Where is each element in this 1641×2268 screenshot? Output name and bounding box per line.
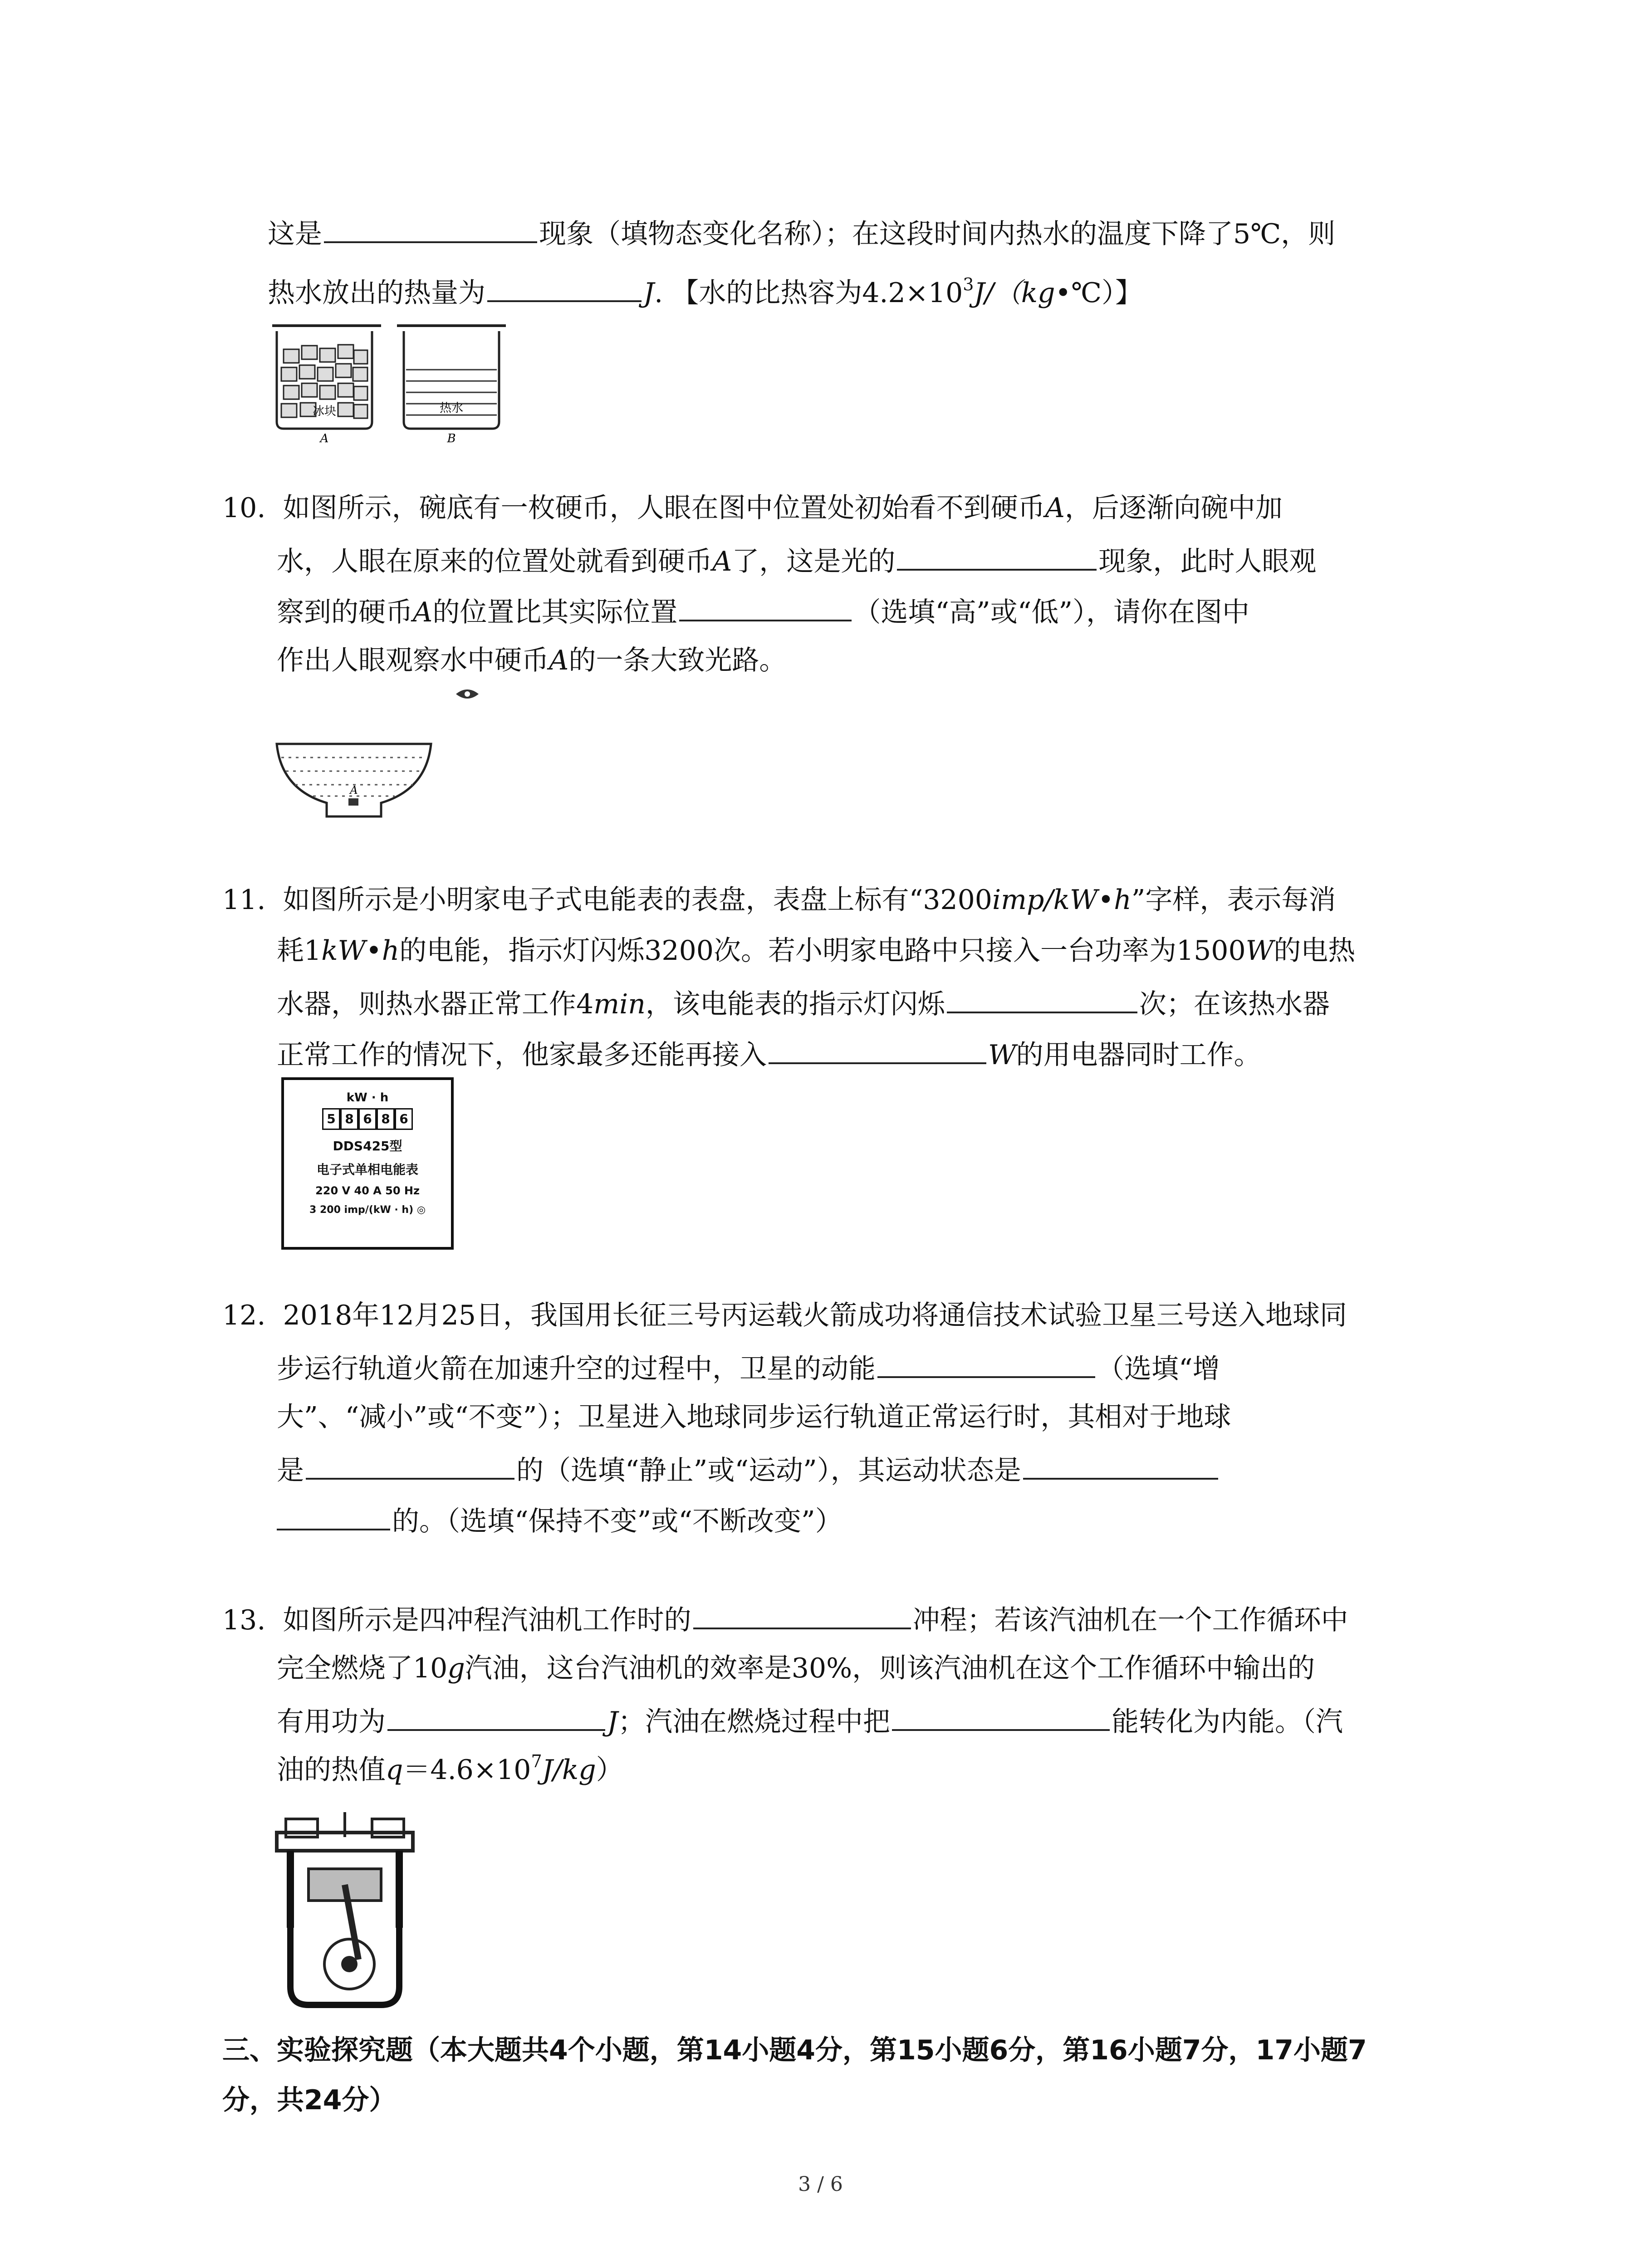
text: 汽油，这台汽油机的效率是30%，则该汽油机在这个工作循环中输出的 [465,1652,1315,1684]
answer-blank-q10-2[interactable] [679,591,852,621]
q10-line-4 [277,642,786,679]
q11-line-3 [277,983,1330,1022]
meter-digit: 5 [322,1108,340,1130]
meter-digits [284,1108,451,1130]
q12-line-2 [277,1348,1220,1387]
text: 正常工作的情况下，他家最多还能再接入 [277,1039,767,1071]
unit: J/kg [542,1754,596,1786]
q11-line-4 [277,1034,1261,1073]
q13-line-2 [277,1650,1315,1686]
q12-line-5 [277,1501,843,1540]
text: W [988,1039,1016,1071]
text: 分，共24分） [222,2084,397,2116]
text: g [447,1652,465,1684]
text: kW•h [321,935,400,967]
q13-line-1 [222,1599,1348,1638]
meter-digit: 8 [340,1108,358,1130]
q9-line-2 [268,272,1142,311]
exponent: 3 [963,274,974,294]
text: 热水放出的热量为 [268,277,485,309]
text: ；汽油在燃烧过程中把 [618,1706,891,1738]
text: 水器，则热水器正常工作4 [277,988,594,1020]
text: A [413,596,433,628]
energy-meter [281,1077,454,1250]
page-number: 3 / 6 [798,2173,843,2196]
text: min [593,988,646,1020]
text: 的一条大致光路。 [568,645,787,676]
q9-line-1 [268,213,1335,252]
question-number: 10. [222,492,266,524]
answer-blank-q9-2[interactable] [487,272,642,302]
indicator-lamp-icon: ◎ [416,1204,426,1216]
unit: J [643,277,655,309]
text: A [549,645,569,676]
bowl-figure [272,735,436,826]
question-number: 13. [222,1604,266,1636]
q10-line-1 [222,490,1283,526]
text: 有用功为 [277,1706,386,1738]
coin [348,798,358,806]
text: . 【水的比热容为4.2×10 [654,277,963,309]
meter-unit: kW · h [346,1091,389,1105]
text: 这是 [268,218,322,250]
text: 完全燃烧了10 [277,1652,448,1684]
text: 水，人眼在原来的位置处就看到硬币 [277,546,712,577]
ice-label: 冰块 [312,405,337,418]
text: 如图所示，碗底有一枚硬币，人眼在图中位置处初始看不到硬币 [283,492,1045,524]
text: ，该电能表的指示灯闪烁 [645,988,945,1020]
answer-blank-q13-2[interactable] [387,1701,605,1731]
exponent: 7 [531,1751,542,1771]
q13-line-4 [277,1752,623,1788]
answer-blank-q13-3[interactable] [892,1701,1110,1731]
fig-a-label: A [320,432,329,445]
text: 能转化为内能。（汽 [1112,1706,1343,1738]
text: J [607,1706,618,1738]
section-heading-cont [222,2082,397,2118]
text: 如图所示是四冲程汽油机工作时的 [283,1604,691,1636]
q12-line-4 [277,1450,1220,1489]
answer-blank-q10-1[interactable] [897,541,1097,571]
hot-water-label: 热水 [439,401,464,415]
answer-blank-q12-2[interactable] [306,1450,514,1480]
text: q [386,1754,403,1786]
meter-model: DDS425型 [333,1139,402,1154]
text: 如图所示是小明家电子式电能表的表盘，表盘上标有“3200 [283,884,992,916]
text: ＝4.6×10 [403,1754,531,1786]
text: （选填“增 [1097,1353,1220,1385]
question-number: 12. [222,1300,266,1331]
text: 大”、“减小”或“不变”）；卫星进入地球同步运行轨道正常运行时，其相对于地球 [277,1401,1231,1433]
answer-blank-q13-1[interactable] [693,1599,911,1629]
q11-line-1 [222,882,1336,918]
question-number: 11. [222,884,266,916]
text: 次；在该热水器 [1139,988,1330,1020]
answer-blank-q11-1[interactable] [947,983,1137,1013]
beakers-figure [259,318,513,445]
q12-line-3 [277,1399,1231,1435]
text: 作出人眼观察水中硬币 [277,645,549,676]
answer-blank-q12-3-cont[interactable] [277,1501,390,1530]
answer-blank-q9-1[interactable] [324,213,537,243]
text: 现象，此时人眼观 [1098,546,1317,577]
text: A [1045,492,1065,524]
meter-name: 电子式单相电能表 [316,1162,418,1177]
text: 油的热值 [277,1754,386,1786]
text: 现象（填物态变化名称）；在这段时间内热水的温度下降了5℃，则 [539,218,1336,250]
q10-line-2 [277,541,1316,580]
text: 的位置比其实际位置 [432,596,678,628]
text: ”字样，表示每消 [1131,884,1336,916]
text: ，后逐渐向碗中加 [1064,492,1283,524]
text: imp/kW•h [992,884,1132,916]
text: 的用电器同时工作。 [1016,1039,1261,1071]
coin-label: A [350,784,358,797]
engine-cylinder-figure [272,1810,417,2009]
eye-icon [454,685,481,708]
answer-blank-q11-2[interactable] [769,1034,986,1064]
text: 三、实验探究题（本大题共4个小题，第14小题4分，第15小题6分，第16小题7分，17小题7 [222,2034,1367,2066]
text: 的电能，指示灯闪烁3200次。若小明家电路中只接入一台功率为1500 [399,935,1246,967]
q10-line-3 [277,591,1249,631]
text: ） [596,1754,623,1786]
text: 步运行轨道火箭在加速升空的过程中，卫星的动能 [277,1353,876,1385]
meter-constant: 3 200 imp/(kW · h) [309,1204,414,1216]
text: 冲程；若该汽油机在一个工作循环中 [912,1604,1348,1636]
text: A [712,546,732,577]
text: （选填“高”或“低”），请你在图中 [853,596,1250,628]
text: 2018年12月25日，我国用长征三号丙运载火箭成功将通信技术试验卫星三号送入地球同 [283,1300,1347,1331]
unit: kg [1021,277,1055,309]
meter-digit: 6 [358,1108,377,1130]
text: •℃）】 [1055,277,1142,309]
text: 是 [277,1455,304,1486]
text: 的（选填“静止”或“运动”），其运动状态是 [516,1455,1021,1486]
q12-line-1 [222,1297,1347,1334]
meter-rating: 220 V 40 A 50 Hz [315,1184,420,1197]
meter-digit: 8 [377,1108,395,1130]
text: 的电热 [1274,935,1356,967]
section-heading [222,2032,1367,2068]
text: W [1245,935,1274,967]
unit: J/（ [974,277,1021,309]
q11-line-2 [277,933,1355,969]
text: 耗1 [277,935,322,967]
q13-line-3 [277,1701,1343,1740]
meter-digit: 6 [395,1108,413,1130]
text: 了，这是光的 [732,546,896,577]
fig-b-label: B [447,432,456,445]
answer-blank-q12-3[interactable] [1023,1450,1218,1480]
text: 的。（选填“保持不变”或“不断改变”） [392,1505,843,1537]
text: 察到的硬币 [277,596,413,628]
answer-blank-q12-1[interactable] [877,1348,1095,1378]
